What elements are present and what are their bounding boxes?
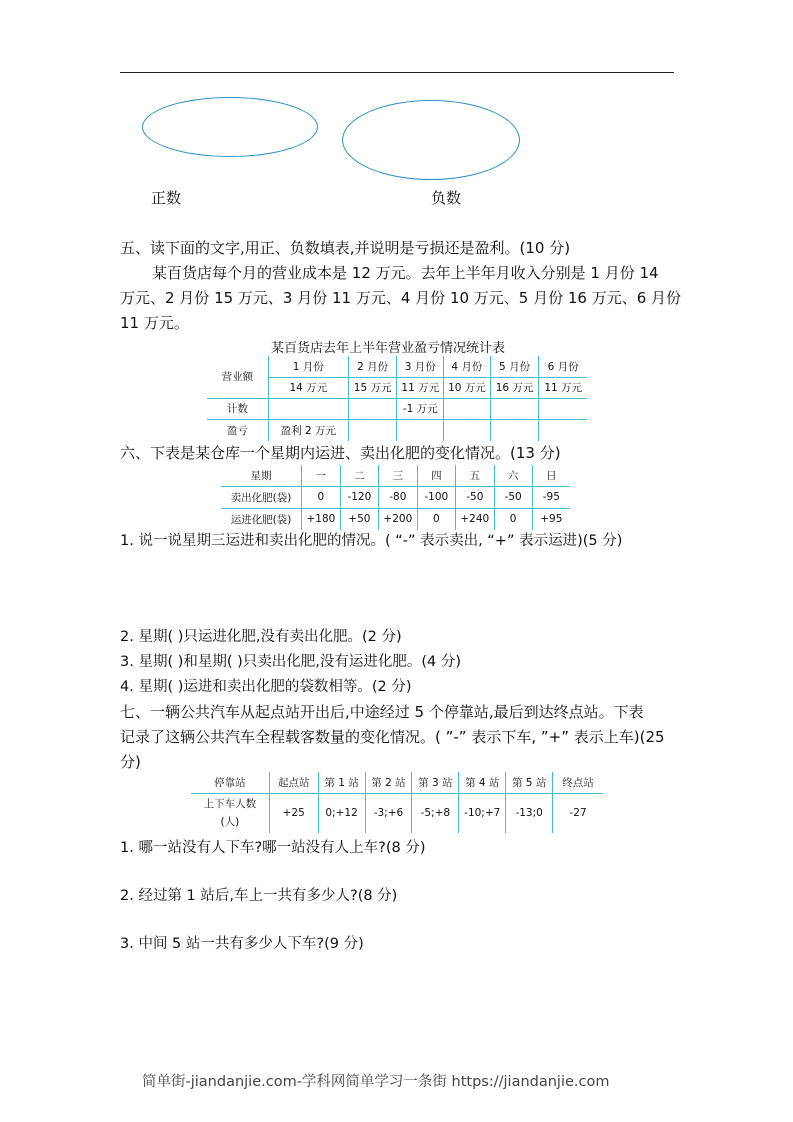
q5-count-cell[interactable]	[539, 398, 587, 419]
q7-title-line1: 七、一辆公共汽车从起点站开出后,中途经过 5 个停靠站,最后到达终点站。下表	[120, 703, 644, 721]
q5-month-cell: 2 月份	[348, 356, 397, 377]
q7-title-line3: 分)	[120, 753, 141, 771]
q7-header-cell: 第 4 站	[459, 772, 506, 793]
q7-row-label-line2: (人)	[220, 816, 240, 829]
q7-row-label-line1: 上下车人数	[203, 798, 257, 811]
page-footer: 简单街-jiandanjie.com-学科网简单学习一条街 https://jiandanjie.com	[142, 1074, 610, 1090]
q7-sub2: 2. 经过第 1 站后,车上一共有多少人?(8 分)	[120, 888, 398, 904]
q7-sub3: 3. 中间 5 站一共有多少人下车?(9 分)	[120, 936, 364, 952]
q6-sub3: 3. 星期( )和星期( )只卖出化肥,没有运进化肥。(4 分)	[120, 654, 462, 670]
q5-income-cell: 10 万元	[444, 377, 491, 398]
q6-sold-cell: -95	[532, 486, 570, 508]
q5-profit-cell[interactable]	[444, 419, 491, 441]
negative-label: 负数	[431, 189, 462, 207]
q6-received-cell: +240	[456, 508, 495, 530]
q7-value-cell: 0;+12	[318, 793, 365, 833]
q6-received-cell: +95	[532, 508, 570, 530]
q6-sub4: 4. 星期( )运进和卖出化肥的袋数相等。(2 分)	[120, 679, 412, 695]
q7-header-cell: 第 2 站	[365, 772, 412, 793]
q6-header-cell: 五	[456, 465, 495, 486]
q7-header-cell: 终点站	[553, 772, 603, 793]
q5-profit-cell[interactable]	[490, 419, 539, 441]
q7-header-cell: 第 3 站	[412, 772, 459, 793]
q6-header-cell: 三	[379, 465, 418, 486]
q6-received-cell: +50	[340, 508, 378, 530]
q6-sold-cell: -100	[417, 486, 455, 508]
q5-income-cell: 14 万元	[268, 377, 348, 398]
positive-number-oval	[142, 97, 318, 157]
q5-profit-cell[interactable]	[539, 419, 587, 441]
q6-sold-cell: -50	[456, 486, 495, 508]
q5-profit-cell[interactable]	[348, 419, 397, 441]
q6-title: 六、下表是某仓库一个星期内运进、卖出化肥的变化情况。(13 分)	[120, 444, 561, 462]
q5-month-cell: 1 月份	[268, 356, 348, 377]
q7-sub1: 1. 哪一站没有人下车?哪一站没有人上车?(8 分)	[120, 840, 426, 856]
q7-value-cell: -3;+6	[365, 793, 412, 833]
q5-row-label-profit: 盈亏	[207, 419, 268, 441]
q5-count-cell[interactable]	[444, 398, 491, 419]
q5-profit-cell[interactable]: 盈利 2 万元	[268, 419, 348, 441]
q5-count-cell[interactable]	[348, 398, 397, 419]
q7-header-cell: 第 1 站	[318, 772, 365, 793]
q6-sub2: 2. 星期( )只运进化肥,没有卖出化肥。(2 分)	[120, 629, 402, 645]
q6-fertilizer-table	[221, 465, 570, 530]
q6-header-cell: 一	[302, 465, 341, 486]
q5-profit-table	[207, 356, 587, 441]
q5-income-cell: 11 万元	[539, 377, 587, 398]
q7-value-cell: +25	[269, 793, 318, 833]
q5-count-cell[interactable]: -1 万元	[397, 398, 444, 419]
q5-income-cell: 16 万元	[490, 377, 539, 398]
q5-paragraph-line2: 万元、2 月份 15 万元、3 月份 11 万元、4 月份 10 万元、5 月份 16 万元、6 月份	[120, 289, 682, 307]
q6-received-label: 运进化肥(袋)	[221, 508, 302, 530]
q6-sold-cell: 0	[302, 486, 341, 508]
positive-label: 正数	[151, 189, 182, 207]
q5-paragraph-line1: 某百货店每个月的营业成本是 12 万元。去年上半年月收入分别是 1 月份 14	[152, 264, 659, 282]
q7-row-label	[191, 793, 269, 833]
q5-month-cell: 5 月份	[490, 356, 539, 377]
q6-received-cell: 0	[494, 508, 532, 530]
top-rule	[120, 72, 674, 73]
q6-header-cell: 六	[494, 465, 532, 486]
q7-value-cell: -13;0	[506, 793, 553, 833]
q6-sold-cell: -50	[494, 486, 532, 508]
q5-month-cell: 3 月份	[397, 356, 444, 377]
q7-header-cell: 起点站	[269, 772, 318, 793]
q5-row-label-count: 计数	[207, 398, 268, 419]
q7-value-cell: -27	[553, 793, 603, 833]
q6-received-cell: 0	[417, 508, 455, 530]
q6-received-cell: +200	[379, 508, 418, 530]
q6-header-cell: 日	[532, 465, 570, 486]
q7-value-cell: -10;+7	[459, 793, 506, 833]
q5-table-caption: 某百货店去年上半年营业盈亏情况统计表	[271, 341, 506, 356]
q6-sold-cell: -80	[379, 486, 418, 508]
q6-header-cell: 四	[417, 465, 455, 486]
q5-income-cell: 11 万元	[397, 377, 444, 398]
q7-header-cell: 第 5 站	[506, 772, 553, 793]
q7-value-cell: -5;+8	[412, 793, 459, 833]
q7-title-line2: 记录了这辆公共汽车全程载客数量的变化情况。( ”-” 表示下车, ”+” 表示上车)(25	[120, 728, 665, 746]
q5-month-cell: 6 月份	[539, 356, 587, 377]
q6-header-cell: 二	[340, 465, 378, 486]
q7-bus-table	[191, 772, 603, 833]
q5-month-cell: 4 月份	[444, 356, 491, 377]
q5-paragraph-line3: 11 万元。	[120, 314, 189, 332]
q7-header-cell: 停靠站	[191, 772, 269, 793]
q5-count-cell[interactable]	[490, 398, 539, 419]
q6-sold-label: 卖出化肥(袋)	[221, 486, 302, 508]
q6-sold-cell: -120	[340, 486, 378, 508]
q5-count-cell[interactable]	[268, 398, 348, 419]
q5-income-cell: 15 万元	[348, 377, 397, 398]
q5-profit-cell[interactable]	[397, 419, 444, 441]
q5-title: 五、读下面的文字,用正、负数填表,并说明是亏损还是盈利。(10 分)	[120, 239, 571, 257]
q6-sub1: 1. 说一说星期三运进和卖出化肥的情况。( “-” 表示卖出, “+” 表示运进)(5 分)	[120, 533, 623, 549]
q6-header-cell: 星期	[221, 465, 302, 486]
q5-row-label-revenue: 营业额	[207, 356, 268, 398]
negative-number-oval	[342, 100, 520, 180]
q6-received-cell: +180	[302, 508, 341, 530]
